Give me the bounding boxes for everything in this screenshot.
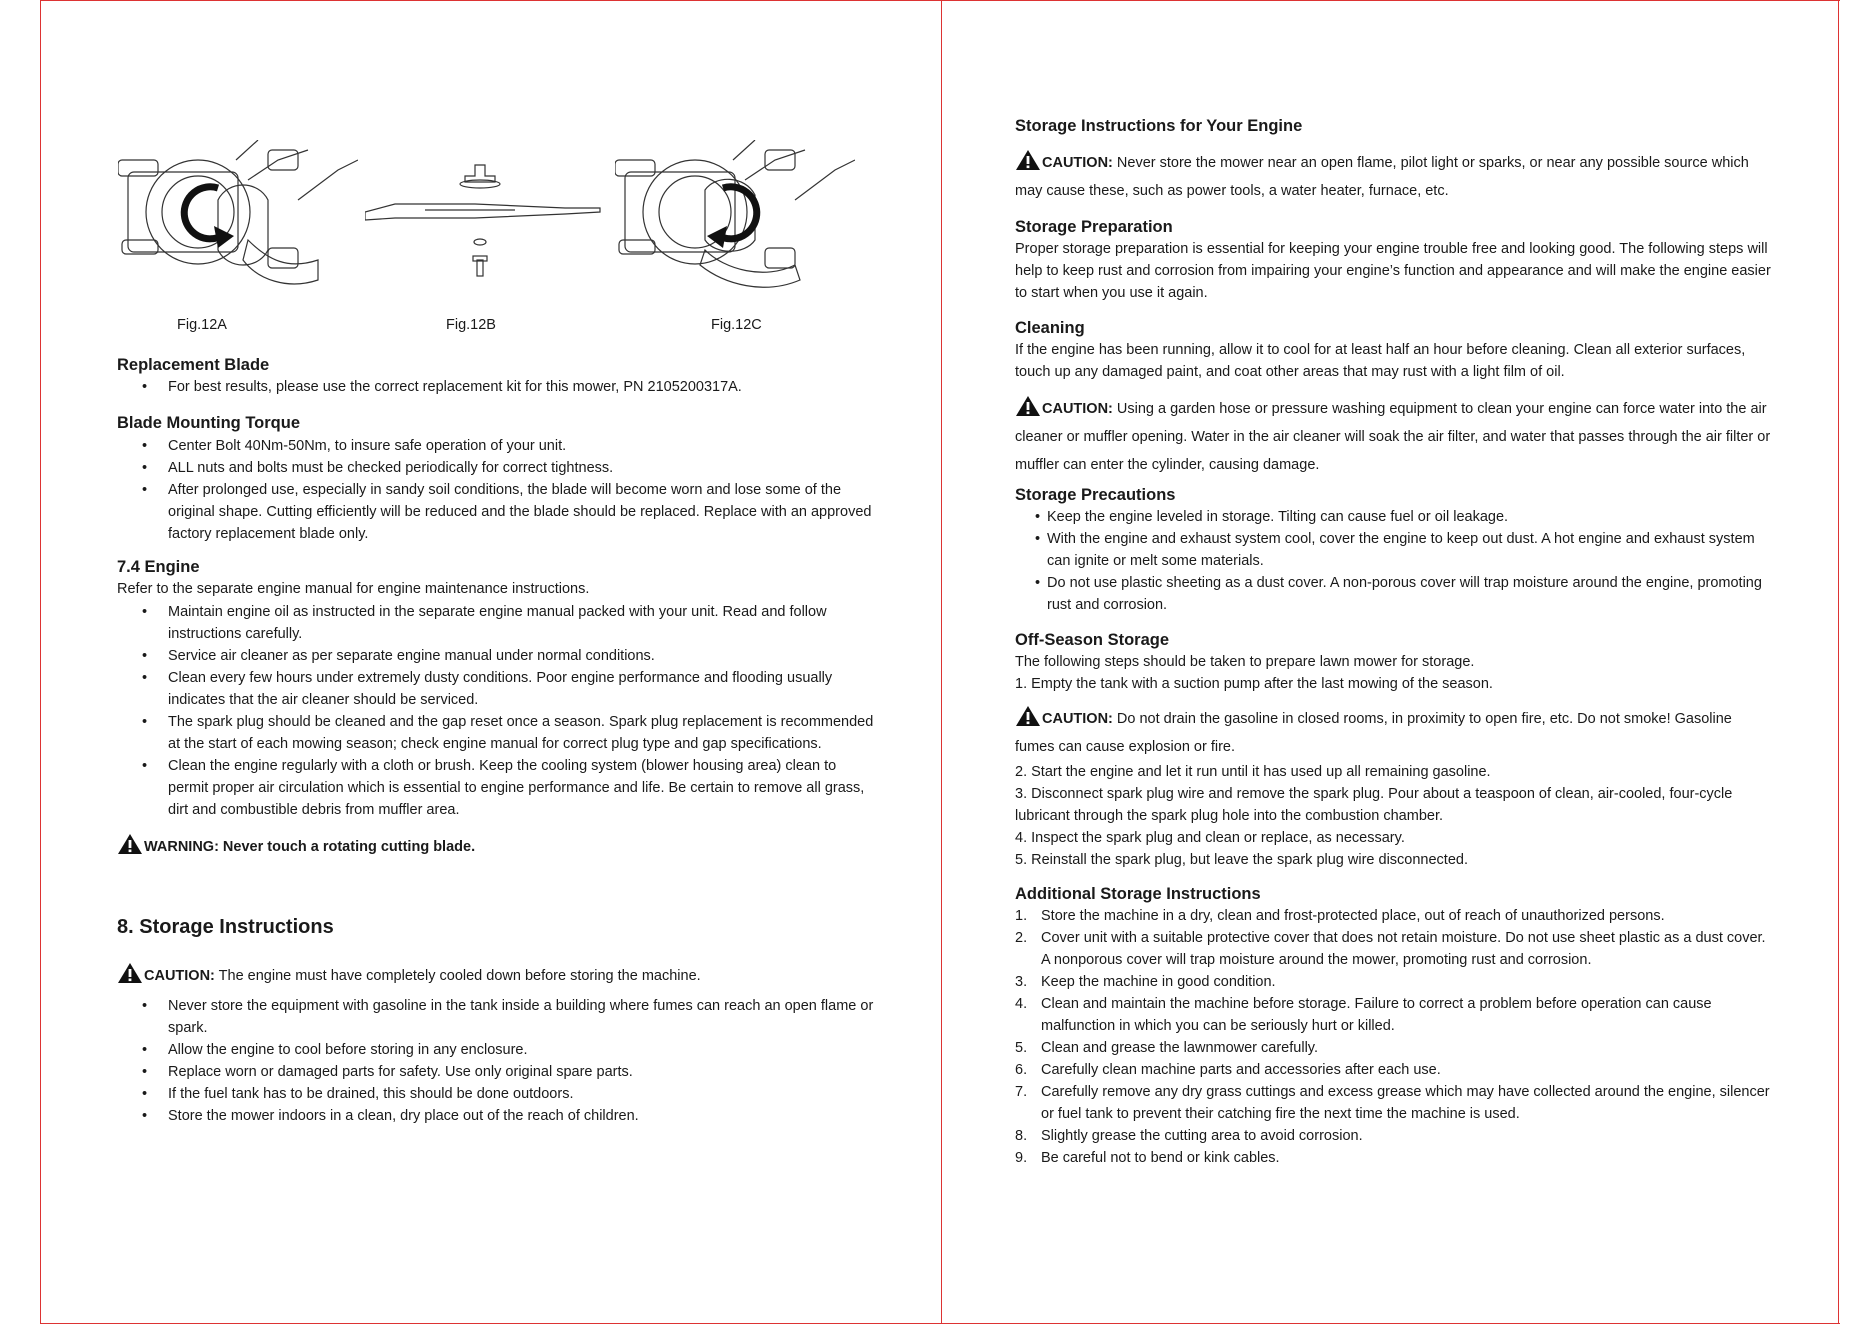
list-item: • Clean the engine regularly with a cloth or brush. Keep the cooling system (blower housing area) clean to permit proper air circulation which is essential to engine performance and life. Be certain to remove all grass, dirt and combustible debris from muffler area. — [117, 755, 877, 821]
engine-storage-caution — [1015, 149, 1775, 205]
list-item: • Never store the equipment with gasoline in the tank inside a building where fumes can reach an open flame or spark. — [117, 995, 877, 1039]
caution-icon — [1015, 705, 1041, 727]
warning-icon — [117, 833, 143, 855]
offseason-step: 5. Reinstall the spark plug, but leave the spark plug wire disconnected. — [1015, 852, 1468, 868]
offseason-intro: The following steps should be taken to prepare lawn mower for storage. — [1015, 654, 1475, 670]
list-item: 5. Clean and grease the lawnmower carefully. — [1015, 1040, 1318, 1056]
fig-12a-illustration — [118, 140, 358, 300]
list-item: • Allow the engine to cool before storing in any enclosure. — [117, 1039, 877, 1061]
cleaning-heading: Cleaning — [1015, 319, 1085, 337]
fig-12b-illustration — [365, 160, 605, 290]
cleaning-caution — [1015, 395, 1775, 479]
fig-12c-illustration — [615, 140, 855, 300]
list-item: 7. Carefully remove any dry grass cuttings and excess grease which may have collected around the engine, silencer or fuel tank to prevent their catching fire the next time the machine is used. — [1015, 1084, 1770, 1122]
replacement-blade-heading: Replacement Blade — [117, 356, 270, 374]
list-item: 6. Carefully clean machine parts and accessories after each use. — [1015, 1062, 1441, 1078]
page-top-border — [40, 0, 1840, 1]
list-item: • Keep the engine leveled in storage. Tilting can cause fuel or oil leakage. — [1015, 506, 1775, 528]
caution-label: CAUTION: — [1042, 711, 1113, 727]
caution-text: Do not drain the gasoline in closed rooms, in proximity to open fire, etc. Do not smoke! Gasoline fumes can cause explosion or fire. — [1015, 711, 1732, 755]
list-item: • ALL nuts and bolts must be checked periodically for correct tightness. — [117, 457, 877, 479]
list-item: • Do not use plastic sheeting as a dust cover. A non-porous cover will trap moisture around the engine, promoting rust and corrosion. — [1015, 572, 1775, 616]
caution-label: CAUTION: — [1042, 401, 1113, 417]
storage-preparation-text: Proper storage preparation is essential for keeping your engine trouble free and looking good. The following steps will help to keep rust and corrosion from impairing your engine’s function and appearance and will make the engine easier to start when you use it again. — [1015, 241, 1771, 301]
blade-torque-heading: Blade Mounting Torque — [117, 414, 301, 432]
list-item: • For best results, please use the correct replacement kit for this mower, PN 2105200317A. — [117, 376, 877, 398]
list-item: • With the engine and exhaust system cool, cover the engine to keep out dust. A hot engine and exhaust system can ignite or melt some materials. — [1015, 528, 1775, 572]
right-page-border — [1838, 0, 1839, 1324]
engine-storage-heading: Storage Instructions for Your Engine — [1015, 117, 1303, 135]
fig-12a-label: Fig.12A — [177, 317, 227, 333]
list-item: 3. Keep the machine in good condition. — [1015, 974, 1276, 990]
caution-icon — [117, 962, 143, 984]
fig-12c-label: Fig.12C — [711, 317, 762, 333]
list-item: 1. Store the machine in a dry, clean and frost-protected place, out of reach of unauthorized persons. — [1015, 908, 1665, 924]
additional-storage-heading: Additional Storage Instructions — [1015, 885, 1261, 903]
warning-text: WARNING: Never touch a rotating cutting blade. — [144, 839, 476, 855]
engine-heading: 7.4 Engine — [117, 558, 200, 576]
storage-preparation-heading: Storage Preparation — [1015, 218, 1173, 236]
storage-precautions-heading: Storage Precautions — [1015, 486, 1176, 504]
list-item: • If the fuel tank has to be drained, this should be done outdoors. — [117, 1083, 877, 1105]
list-item: • Service air cleaner as per separate engine manual under normal conditions. — [117, 645, 877, 667]
caution-text: Using a garden hose or pressure washing equipment to clean your engine can force water into the air cleaner or muffler opening. Water in the air cleaner will soak the air filter, and water that passes through the air filter or muffler can enter the cylinder, causing damage. — [1015, 401, 1771, 473]
list-item: • Clean every few hours under extremely dusty conditions. Poor engine performance and flooding usually indicates that the air cleaner should be serviced. — [117, 667, 877, 711]
caution-text: The engine must have completely cooled down before storing the machine. — [214, 968, 701, 984]
offseason-step: 2. Start the engine and let it run until it has used up all remaining gasoline. — [1015, 764, 1491, 780]
offseason-heading: Off-Season Storage — [1015, 631, 1170, 649]
cleaning-text: If the engine has been running, allow it to cool for at least half an hour before cleaning. Clean all exterior surfaces, touch up any damaged paint, and coat other areas that may rust with a light film of oil. — [1015, 342, 1746, 380]
list-item: • Replace worn or damaged parts for safety. Use only original spare parts. — [117, 1061, 877, 1083]
caution-label: CAUTION: — [1042, 155, 1113, 171]
storage-caution — [117, 962, 877, 987]
offseason-step: 3. Disconnect spark plug wire and remove the spark plug. Pour about a teaspoon of clean, air-cooled, four-cycle lubricant through the spark plug hole into the combustion chamber. — [1015, 786, 1733, 824]
offseason-step: 4. Inspect the spark plug and clean or replace, as necessary. — [1015, 830, 1405, 846]
list-item: • Maintain engine oil as instructed in the separate engine manual packed with your unit. Read and follow instructions carefully. — [117, 601, 877, 645]
list-item: 8. Slightly grease the cutting area to avoid corrosion. — [1015, 1128, 1363, 1144]
caution-text: Never store the mower near an open flame, pilot light or sparks, or near any possible source which may cause these, such as power tools, a water heater, furnace, etc. — [1015, 155, 1749, 199]
caution-icon — [1015, 395, 1041, 417]
engine-intro: Refer to the separate engine manual for engine maintenance instructions. — [117, 581, 590, 597]
list-item: • Center Bolt 40Nm-50Nm, to insure safe operation of your unit. — [117, 435, 877, 457]
left-page-border — [40, 0, 41, 1324]
warning-line — [117, 833, 877, 858]
list-item: 4. Clean and maintain the machine before storage. Failure to correct a problem before operation can cause malfunction in which you can be seriously hurt or killed. — [1015, 996, 1712, 1034]
offseason-step-1: 1. Empty the tank with a suction pump after the last mowing of the season. — [1015, 676, 1493, 692]
fig-12b-label: Fig.12B — [446, 317, 496, 333]
caution-icon — [1015, 149, 1041, 171]
storage-instructions-heading: 8. Storage Instructions — [117, 916, 334, 938]
list-item: • After prolonged use, especially in sandy soil conditions, the blade will become worn and lose some of the original shape. Cutting efficiently will be reduced and the blade should be replaced. Replace with an approved factory replacement blade only. — [117, 479, 877, 545]
list-item: 2. Cover unit with a suitable protective cover that does not retain moisture. Do not use sheet plastic as a dust cover. A nonporous cover will trap moisture around the mower, promoting rust and corrosion. — [1015, 930, 1766, 968]
list-item: 9. Be careful not to bend or kink cables. — [1015, 1150, 1280, 1166]
list-item: • The spark plug should be cleaned and the gap reset once a season. Spark plug replacement is recommended at the start of each mowing season; check engine manual for correct plug type and gap specifications. — [117, 711, 877, 755]
caution-label: CAUTION: — [144, 968, 215, 984]
offseason-caution — [1015, 705, 1775, 761]
list-item: • Store the mower indoors in a clean, dry place out of the reach of children. — [117, 1105, 877, 1127]
page-divider — [941, 0, 942, 1324]
